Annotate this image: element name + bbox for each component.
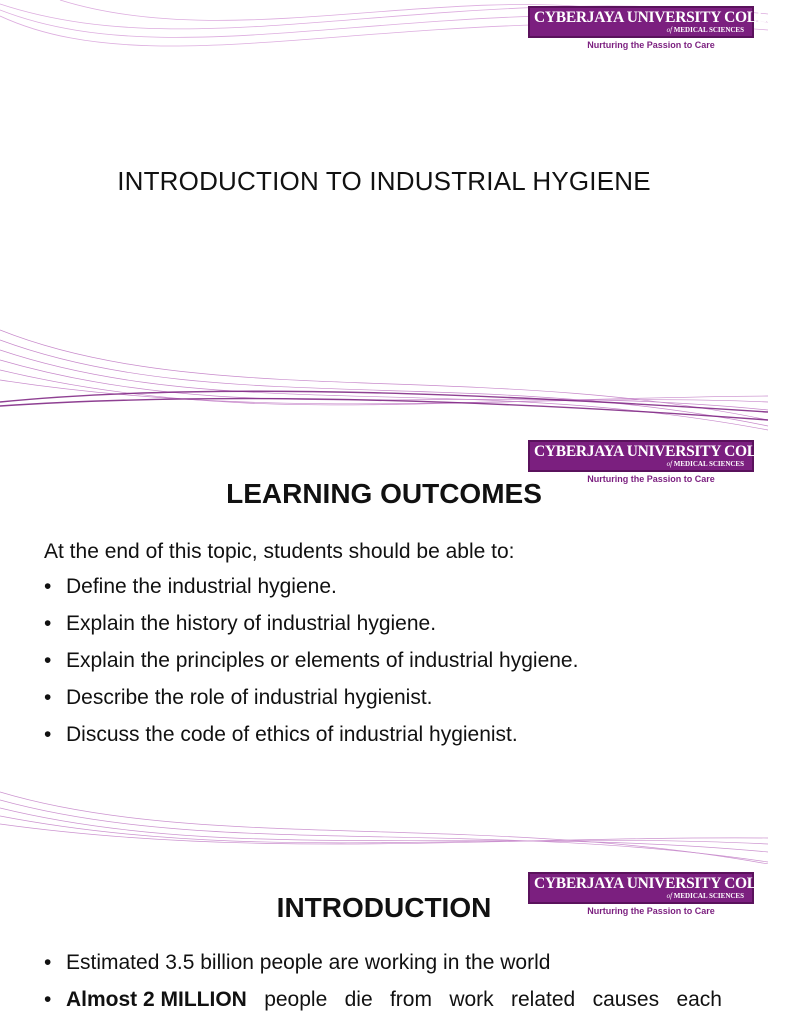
bold-phrase: Almost 2 MILLION bbox=[66, 988, 247, 1011]
introduction-list bbox=[44, 944, 744, 1018]
college-logo: CYBERJAYA UNIVERSITY COLLEGE of MEDICAL SCIENCES Nurturing the Passion to Care bbox=[528, 440, 754, 484]
list-item: • Explain the history of industrial hygiene. bbox=[44, 612, 437, 635]
logo-tagline: Nurturing the Passion to Care bbox=[587, 40, 715, 50]
list-item: • Define the industrial hygiene. bbox=[44, 575, 337, 598]
learning-outcomes-title: LEARNING OUTCOMES bbox=[226, 478, 542, 509]
learning-outcomes-list bbox=[44, 568, 744, 753]
slide-title-text: INTRODUCTION TO INDUSTRIAL HYGIENE bbox=[117, 166, 651, 196]
list-item: • Discuss the code of ethics of industrial hygienist. bbox=[44, 723, 518, 746]
slide-title bbox=[0, 0, 799, 432]
list-item: • Describe the role of industrial hygienist. bbox=[44, 686, 433, 709]
logo-name: CYBERJAYA UNIVERSITY COLLEGE bbox=[534, 9, 799, 26]
introduction-title: INTRODUCTION bbox=[276, 892, 492, 923]
college-logo bbox=[528, 6, 799, 50]
college-logo: CYBERJAYA UNIVERSITY COLLEGE of MEDICAL SCIENCES Nurturing the Passion to Care bbox=[528, 872, 754, 916]
list-item: • Almost 2 MILLION people die from work related causes each bbox=[44, 981, 744, 1018]
logo-box bbox=[528, 6, 799, 38]
list-item: • Estimated 3.5 billion people are working in the world bbox=[44, 951, 551, 974]
list-item: • Explain the principles or elements of industrial hygiene. bbox=[44, 649, 579, 672]
learning-outcomes-intro: At the end of this topic, students should be able to: bbox=[44, 540, 515, 563]
decorative-swoosh-top bbox=[0, 0, 799, 432]
logo-subtitle: of MEDICAL SCIENCES bbox=[666, 26, 744, 34]
